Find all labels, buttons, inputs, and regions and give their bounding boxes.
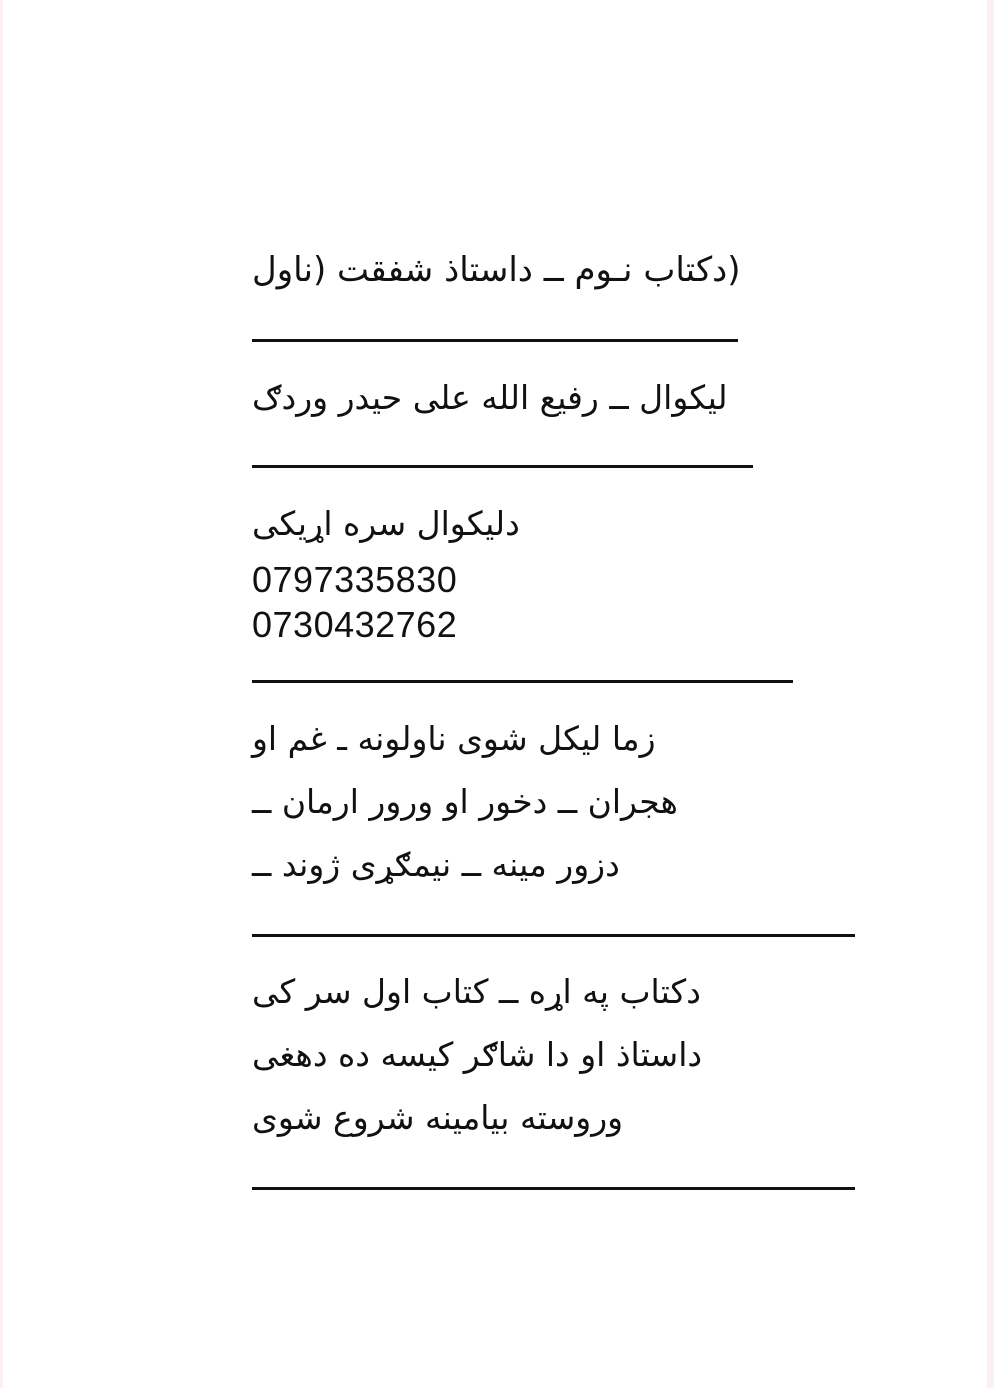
book-title: (دکتاب نـوم ــ داستاذ شفقت (ناول xyxy=(252,250,741,290)
divider-5 xyxy=(252,1187,855,1190)
divider-2 xyxy=(252,465,753,468)
author-line: ليکوال ــ رفيع الله علی حيدر وردګ xyxy=(252,378,728,417)
contact-label: دليکوال سره اړيکی xyxy=(252,504,520,543)
other-novels-line-1: زما ليکل شوی ناولونه ـ غم او xyxy=(252,719,656,758)
document-page xyxy=(3,0,987,1388)
about-book-line-3: وروسته بيامينه شروع شوی xyxy=(252,1098,624,1137)
about-book-line-1: دکتاب په اړه ــ کتاب اول سر کی xyxy=(252,972,701,1011)
divider-4 xyxy=(252,934,855,937)
other-novels-line-3: دزور مينه ــ نيمګړی ژوند ــ xyxy=(252,845,620,884)
about-book-line-2: داستاذ او دا شاګر کيسه ده دهغی xyxy=(252,1035,703,1074)
other-novels-line-2: هجران ــ دخور او ورور ارمان ــ xyxy=(252,782,678,821)
divider-3 xyxy=(252,680,793,683)
phone-number-2: 0730432762 xyxy=(252,604,458,645)
phone-number-1: 0797335830 xyxy=(252,559,458,600)
divider-1 xyxy=(252,339,738,342)
